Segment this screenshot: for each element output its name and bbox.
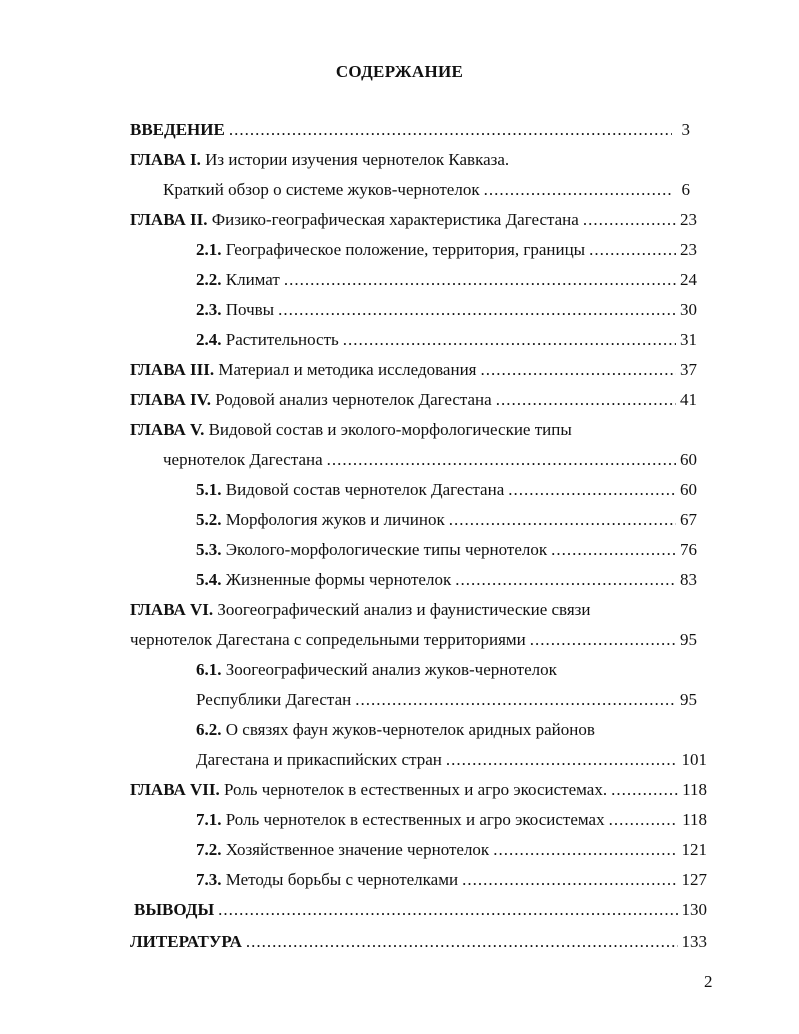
toc-entry[interactable] [196,838,707,862]
toc-entry[interactable] [130,388,697,412]
toc-entry-text: Видовой состав чернотелок Дагестана [221,480,505,499]
toc-entry-label: ГЛАВА I. [130,150,201,169]
dot-leader [278,298,676,322]
toc-entry-page: 67 [680,510,697,529]
toc-entry-text: Роль чернотелок в естественных и агро экосистемах. [219,780,608,799]
toc-entry[interactable] [130,358,697,382]
dot-leader [493,838,677,862]
toc-entry-text: чернотелок Дагестана [163,450,323,469]
toc-entry-page: 130 [681,900,707,919]
toc-entry-label: 2.3. [196,300,222,319]
toc-entry-text: Географическое положение, территория, границы [221,240,586,259]
toc-entry-page: 6 [681,180,690,199]
dot-leader [284,268,676,292]
dot-leader [449,508,676,532]
toc-entry-page: 118 [682,810,707,829]
toc-entry-text: Морфология жуков и личинок [221,510,445,529]
toc-entry-continuation[interactable] [163,178,690,202]
toc-entry-label: 7.1. [196,810,222,829]
toc-entry-page: 95 [680,630,697,649]
toc-entry-text: Краткий обзор о системе жуков-чернотелок [163,180,480,199]
toc-entry-page: 76 [680,540,697,559]
toc-entry-label: 6.1. [196,660,222,679]
dot-leader [611,778,678,802]
toc-entry-text: О связях фаун жуков-чернотелок аридных районов [221,720,595,739]
toc-entry-label: ГЛАВА VII. [130,780,220,799]
dot-leader [551,538,676,562]
dot-leader [455,568,676,592]
toc-entry-text: Видовой состав и эколого-морфологические типы [204,420,572,439]
toc-entry[interactable] [130,930,707,954]
toc-entry[interactable] [196,718,697,742]
dot-leader [480,358,676,382]
toc-entry-page: 60 [680,450,697,469]
toc-entry-text: Республики Дагестан [196,690,352,709]
toc-entry-page: 95 [680,690,697,709]
toc-entry-text: Методы борьбы с чернотелками [221,870,459,889]
toc-entry-page: 83 [680,570,697,589]
toc-entry[interactable] [130,418,697,442]
toc-entry-text: чернотелок Дагестана с сопредельными территориями [130,630,526,649]
page-title: СОДЕРЖАНИЕ [335,62,464,81]
toc-entry-label: 5.1. [196,480,222,499]
dot-leader [508,478,676,502]
dot-leader [218,898,677,922]
dot-leader [246,930,678,954]
toc-entry[interactable] [134,898,707,922]
toc-entry-text: Эколого-морфологические типы чернотелок [221,540,548,559]
toc-entry-label: 5.2. [196,510,222,529]
dot-leader [462,868,677,892]
dot-leader [589,238,676,262]
toc-entry-continuation[interactable] [130,628,697,652]
toc-entry-page: 133 [681,932,707,951]
toc-entry-label: ЛИТЕРАТУРА [130,932,242,951]
dot-leader [343,328,676,352]
toc-entry-label: 7.3. [196,870,222,889]
toc-entry-page: 101 [681,750,707,769]
page-number: 2 [704,972,713,991]
toc-entry[interactable] [130,208,697,232]
toc-entry-text: Из истории изучения чернотелок Кавказа. [200,150,510,169]
toc-entry[interactable] [196,808,707,832]
toc-entry-page: 31 [680,330,697,349]
toc-entry-page: 127 [681,870,707,889]
toc-entry-page: 37 [680,360,697,379]
dot-leader [484,178,672,202]
toc-entry-label: 5.3. [196,540,222,559]
toc-entry-label: 2.1. [196,240,222,259]
toc-entry[interactable] [130,598,697,622]
toc-entry-page: 23 [680,240,697,259]
dot-leader [446,748,678,772]
toc-entry[interactable] [130,778,707,802]
toc-entry-label: 5.4. [196,570,222,589]
toc-entry-label: ГЛАВА VI. [130,600,214,619]
toc-entry[interactable] [196,508,697,532]
dot-leader [583,208,676,232]
toc-entry[interactable] [196,298,697,322]
toc-entry-text: Родовой анализ чернотелок Дагестана [210,390,492,409]
toc-entry[interactable] [196,568,697,592]
toc-entry-label: 7.2. [196,840,222,859]
toc-entry[interactable] [130,118,690,142]
toc-entry-label: ГЛАВА III. [130,360,215,379]
toc-entry-text: Физико-географическая характеристика Дагестана [207,210,579,229]
toc-entry[interactable] [196,538,697,562]
toc-entry-label: 2.4. [196,330,222,349]
toc-entry[interactable] [196,238,697,262]
toc-entry-continuation[interactable] [196,748,707,772]
toc-entry-page: 24 [680,270,697,289]
toc-entry-page: 118 [682,780,707,799]
dot-leader [496,388,676,412]
toc-entry-text: Хозяйственное значение чернотелок [221,840,490,859]
toc-entry-label: ГЛАВА V. [130,420,205,439]
toc-entry[interactable] [130,148,690,172]
toc-entry-text: Зоогеографический анализ и фаунистические связи [213,600,591,619]
toc-entry-text: Материал и методика исследования [214,360,477,379]
toc-entry-page: 3 [681,120,690,139]
toc-entry-page: 60 [680,480,697,499]
dot-leader [355,688,676,712]
toc-entry-label: ВЫВОДЫ [134,900,215,919]
toc-entry[interactable] [196,268,697,292]
toc-entry-text: Дагестана и прикаспийских стран [196,750,442,769]
dot-leader [229,118,672,142]
toc-entry-text: Роль чернотелок в естественных и агро экосистемах [221,810,605,829]
dot-leader [609,808,679,832]
toc-entry-continuation[interactable] [163,448,697,472]
dot-leader [327,448,676,472]
toc-entry-label: ВВЕДЕНИЕ [130,120,225,139]
toc-entry[interactable] [196,658,697,682]
toc-entry-text: Почвы [221,300,275,319]
dot-leader [530,628,676,652]
toc-entry[interactable] [196,868,707,892]
toc-entry[interactable] [196,328,697,352]
toc-entry[interactable] [196,478,697,502]
toc-entry-label: ГЛАВА II. [130,210,208,229]
toc-entry-page: 41 [680,390,697,409]
toc-entry-continuation[interactable] [196,688,697,712]
toc-entry-text: Зоогеографический анализ жуков-чернотелок [221,660,557,679]
toc-entry-page: 30 [680,300,697,319]
toc-entry-text: Растительность [221,330,339,349]
toc-entry-page: 121 [681,840,707,859]
toc-entry-label: ГЛАВА IV. [130,390,211,409]
toc-entry-text: Климат [221,270,280,289]
toc-entry-page: 23 [680,210,697,229]
toc-entry-text: Жизненные формы чернотелок [221,570,452,589]
toc-entry-label: 2.2. [196,270,222,289]
toc-entry-label: 6.2. [196,720,222,739]
